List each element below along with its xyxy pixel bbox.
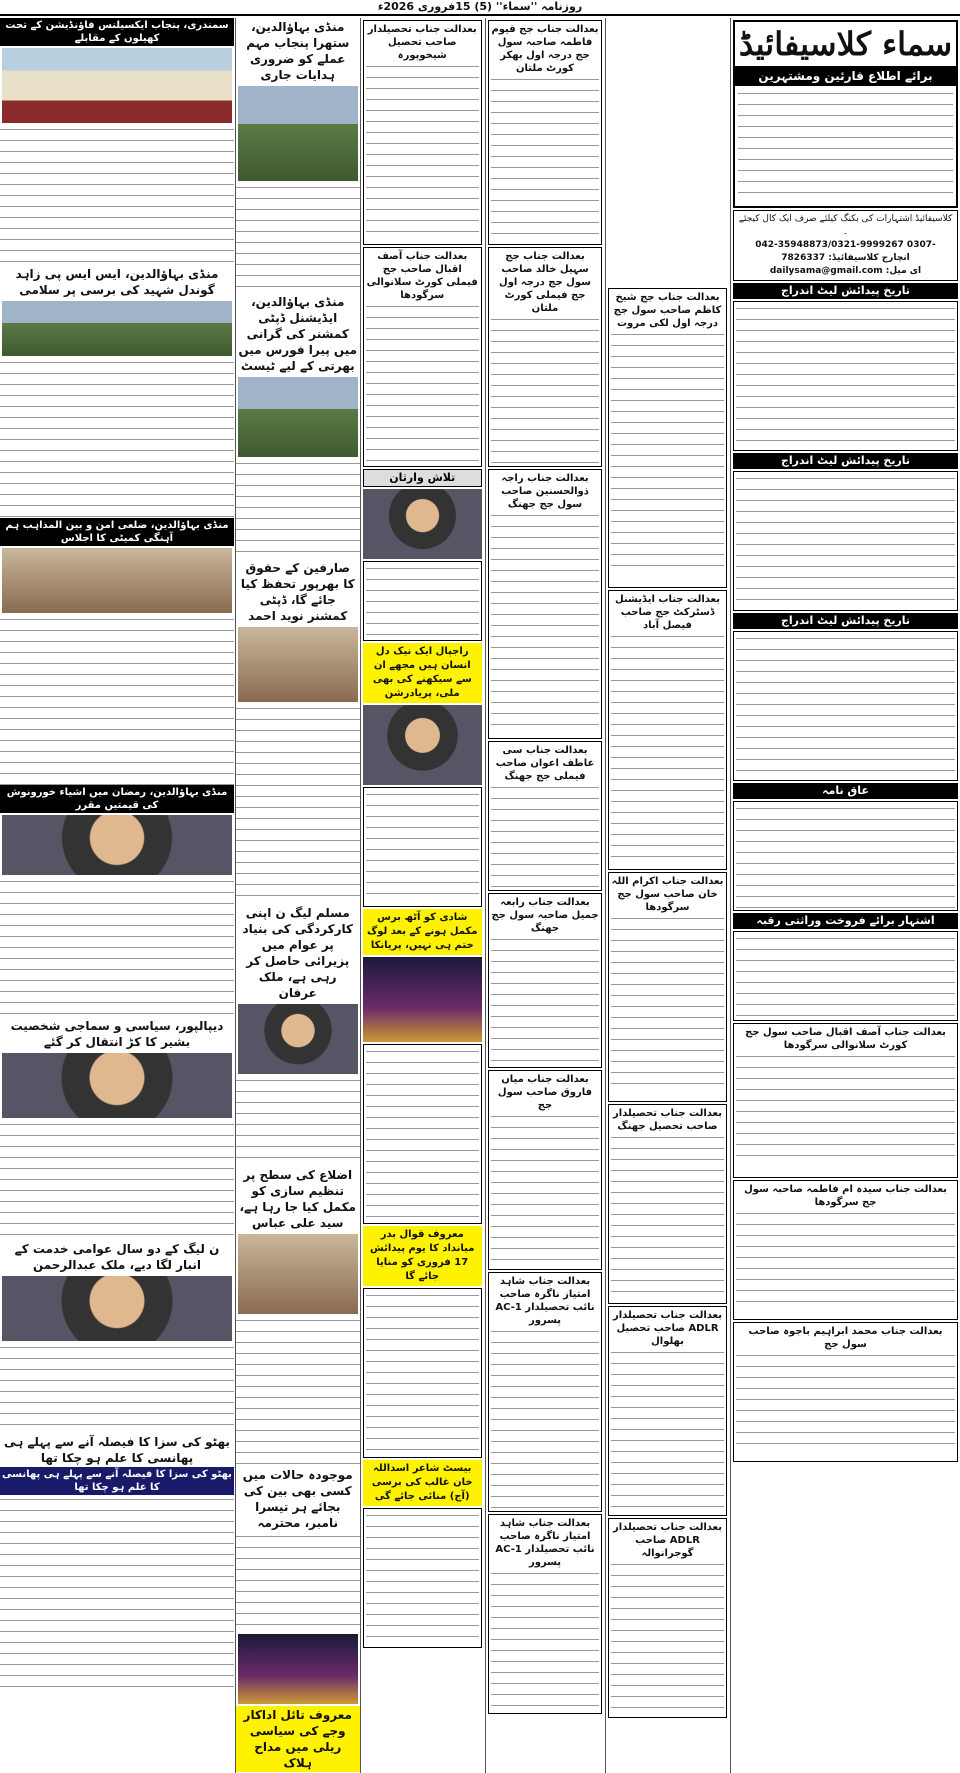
headline-4-4: مسلم لیگ ن اپنی کارکردگی کی بنیاد پر عوام میں پزیرائی حاصل کر رہی ہے، ملک عرفان	[242, 906, 354, 1000]
ad-court-c3-3	[488, 469, 602, 739]
ad-court-c2-5	[608, 1306, 727, 1516]
ad-court-c3-8	[488, 1514, 602, 1714]
classified-contact	[733, 210, 958, 281]
missing-child-photo	[363, 489, 483, 559]
story-rajpal	[363, 787, 483, 907]
ad-court-c3-4	[488, 741, 602, 891]
ad-court-c2-4	[608, 1104, 727, 1304]
court-title: بعدالت جناب تحصیلدار صاحب تحصیل جھنگ	[613, 1108, 722, 1132]
section-sale: اشتہار برائے فروخت وراثتی رقبہ	[733, 913, 958, 929]
headline-4-7: معروف تائل اداکار وجے کی سیاسی ریلی میں مداح ہلاک	[236, 1706, 360, 1772]
abdul-rehman-photo	[2, 1276, 232, 1341]
news-column-5	[0, 18, 234, 1773]
headline-5-8: بھٹو کی سزا کا فیصلہ آنے سے پہلے ہی پھانسی کا علم ہو چکا تھا	[0, 1467, 234, 1495]
classified-column	[730, 18, 960, 1773]
headline-qawwal: معروف قوال بدر میانداد کا یوم پیدائش 17 فروری کو منایا جائے گا	[363, 1226, 483, 1286]
organisation-photo	[238, 1234, 358, 1314]
court-title: بعدالت جناب سی عاطف اعوان صاحب فیملی جج جھنگ	[495, 745, 595, 782]
court-title: بعدالت جناب آصف اقبال صاحب جج فیملی کورٹ سلانوالی سرگودھا	[366, 251, 478, 301]
headline-4-2: منڈی بہاؤالدین، ایڈیشنل ڈپٹی کمشنر کی گرانی میں پیرا فورس میں بھرتی کے لیے ٹیسٹ	[238, 295, 358, 373]
ad-court-c2-2	[608, 590, 727, 870]
cleanup-photo	[238, 86, 358, 181]
section-birth-late-1: تاریخ پیدائش لیٹ اندراج	[733, 283, 958, 299]
court-title: بعدالت جناب محمد ابراہیم باجوہ صاحب سول جج	[748, 1326, 943, 1350]
ad-sale	[733, 931, 958, 1021]
priyadarshan-photo	[363, 705, 483, 785]
court-title: بعدالت جناب ایڈیشنل ڈسٹرکٹ جج صاحب فیصل آباد	[615, 594, 720, 631]
story-ghalib	[363, 1508, 483, 1648]
court-title: بعدالت جناب شاہد امتیاز ناگرہ صاحب نائب تحصیلدار AC-1 پسرور	[495, 1276, 595, 1326]
classified-notice	[735, 86, 956, 206]
headline-4-1: منڈی بہاؤالدین، ستھرا پنجاب مہم عملے کو ضروری ہدایات جاری	[246, 20, 350, 82]
court-title: بعدالت جناب میاں فاروق صاحب سول جج	[497, 1074, 593, 1111]
col4-right	[361, 18, 485, 1773]
event-photo	[238, 1634, 358, 1704]
section-birth-late-3: تاریخ پیدائش لیٹ اندراج	[733, 613, 958, 629]
headline-rajpal: راجپال ایک نیک دل انسان ہیں مجھے ان سے سیکھنے کی بھی ملی، پریادرشن	[363, 643, 483, 703]
court-title: بعدالت جناب تحصیلدار صاحب تحصیل شیخوپورہ	[367, 24, 477, 61]
court-title: بعدالت جناب اکرام اللہ خان صاحب سول جج سرگودھا	[611, 876, 724, 913]
headline-4-5: اضلاع کی سطح پر تنظیم سازی کو مکمل کیا جا رہا ہے، سید علی عباس	[239, 1168, 356, 1230]
court-title: بعدالت جناب آصف اقبال صاحب سول جج کورٹ سلانوالی سرگودھا	[745, 1027, 946, 1051]
court-title: بعدالت جناب راجہ ذوالحسنین صاحب سول جج جھنگ	[501, 473, 589, 510]
missing-notice	[363, 561, 483, 641]
ad-court-c1-2	[733, 1180, 958, 1320]
court-title: بعدالت جناب تحصیلدار ADLR صاحب گوجرانوالہ	[613, 1522, 722, 1559]
court-title: بعدالت جناب تحصیلدار ADLR صاحب تحصیل بھلوال	[613, 1310, 722, 1347]
court-title: بعدالت جناب شاہد امتیاز ناگرہ صاحب نائب تحصیلدار AC-1 پسرور	[495, 1518, 595, 1568]
classified-subtitle: برائے اطلاع قارئین ومشتہرین	[735, 66, 956, 86]
headline-5-5: دیپالپور، سیاسی و سماجی شخصیت بشیر کا کڑ انتقال کر گئے	[10, 1019, 224, 1049]
court-title: بعدالت جناب سیدہ ام فاطمہ صاحبہ سول جج سرگودھا	[744, 1184, 947, 1208]
headline-5-3: منڈی بہاؤالدین، ضلعی امن و بین المذاہب ہم آہنگی کمیٹی کا اجلاس	[0, 518, 234, 546]
dc-meeting-photo	[238, 627, 358, 702]
ad-birth-1	[733, 301, 958, 451]
headline-5-7: بھٹو کی سزا کا فیصلہ آنے سے پہلے ہی پھانسی کا علم ہو چکا تھا	[4, 1435, 230, 1465]
malik-irfan-photo	[238, 1004, 358, 1074]
bashir-photo	[2, 1053, 232, 1118]
school-photo	[2, 48, 232, 123]
section-birth-late-2: تاریخ پیدائش لیٹ اندراج	[733, 453, 958, 469]
ad-court-c4-1	[363, 20, 483, 245]
peace-committee-photo	[2, 548, 232, 613]
missing-heading: تلاش وارثان	[363, 469, 483, 487]
headline-4-3: صارفین کے حقوق کا بھرپور تحفظ کیا جائے گا، ڈپٹی کمشنر نوید احمد	[240, 561, 355, 623]
col4-left	[236, 18, 361, 1773]
contact-email: dailysama@gmail.com :ای میل	[769, 266, 922, 276]
ad-court-c1-3	[733, 1322, 958, 1462]
priyanka-photo	[363, 957, 483, 1042]
ad-disown	[733, 801, 958, 911]
court-title: بعدالت جناب جج سہیل خالد صاحب سول جج درجہ اول جج فیملی کورٹ ملتان	[499, 251, 591, 314]
headline-4-6: موجودہ حالات میں کسی بھی بین کی بجائے ہر تیسرا نامبر، محترمہ	[242, 1468, 353, 1530]
story-priyanka	[363, 1044, 483, 1224]
ad-court-c2-3	[608, 872, 727, 1102]
court-title: بعدالت جناب جج شیخ کاظم صاحب سول جج درجہ اول لکی مروت	[613, 292, 722, 329]
ad-court-c3-2	[488, 247, 602, 467]
section-disown: عاق نامہ	[733, 783, 958, 799]
ad-court-c2-6	[608, 1518, 727, 1718]
story-qawwal	[363, 1288, 483, 1458]
contact-phones: 042-35948873/0321-9999267 0307-7826337 :انچارج کلاسیفائیڈ	[755, 240, 936, 263]
court-column-2	[605, 18, 729, 1773]
official-photo	[2, 815, 232, 875]
ad-court-c1-1	[733, 1023, 958, 1178]
ad-court-c3-1	[488, 20, 602, 245]
ad-court-c2-1	[608, 288, 727, 588]
ad-birth-2	[733, 471, 958, 611]
headline-ghalib: بیسٹ شاعر اسداللہ خان غالب کی برسی (آج) منائی جائے گی	[363, 1460, 483, 1506]
classified-title: سماء کلاسیفائیڈ	[738, 25, 953, 63]
ad-court-c3-6	[488, 1070, 602, 1270]
court-title: بعدالت جناب رابعہ جمیل صاحبہ سول جج جھنگ	[491, 897, 599, 934]
headline-priyanka: شادی کو آٹھ برس مکمل ہونے کے بعد لوگ ختم ہی نہیں، پریانکا	[363, 909, 483, 955]
contact-line: کلاسیفائیڈ اشتہارات کی بکنگ کیلئے صرف ایک کال کیجئے ۔	[738, 214, 953, 237]
headline-5-2: منڈی بہاؤالدین، ایس ایس پی زاہد گوندل شہید کی برسی پر سلامی	[15, 267, 219, 297]
headline-5-6: ن لیگ کے دو سال عوامی خدمت کے انبار لگا دیے، ملک عبدالرحمن	[14, 1242, 220, 1272]
ad-court-c3-5	[488, 893, 602, 1068]
salute-photo	[2, 301, 232, 356]
court-title: بعدالت جناب جج قیوم فاطمہ صاحبہ سول جج درجہ اول بھکر کورٹ ملتان	[491, 24, 599, 74]
ad-court-c4-2	[363, 247, 483, 467]
court-column-3	[485, 18, 604, 1773]
headline-5-1: سمندری، پنجاب ایکسیلنس فاؤنڈیشن کے تحت کھیلوں کے مقابلے	[0, 18, 234, 46]
mixed-column-4	[235, 18, 484, 1773]
headline-5-4: منڈی بہاؤالدین، رمضان میں اشیاء خورونوش کی قیمتیں مقرر	[0, 785, 234, 813]
ad-birth-3	[733, 631, 958, 781]
dateline: روزنامہ ''سماء'' (5) 15فروری 2026ء	[0, 0, 960, 16]
classified-masthead	[733, 20, 958, 208]
test-photo	[238, 377, 358, 457]
ad-court-c3-7	[488, 1272, 602, 1512]
